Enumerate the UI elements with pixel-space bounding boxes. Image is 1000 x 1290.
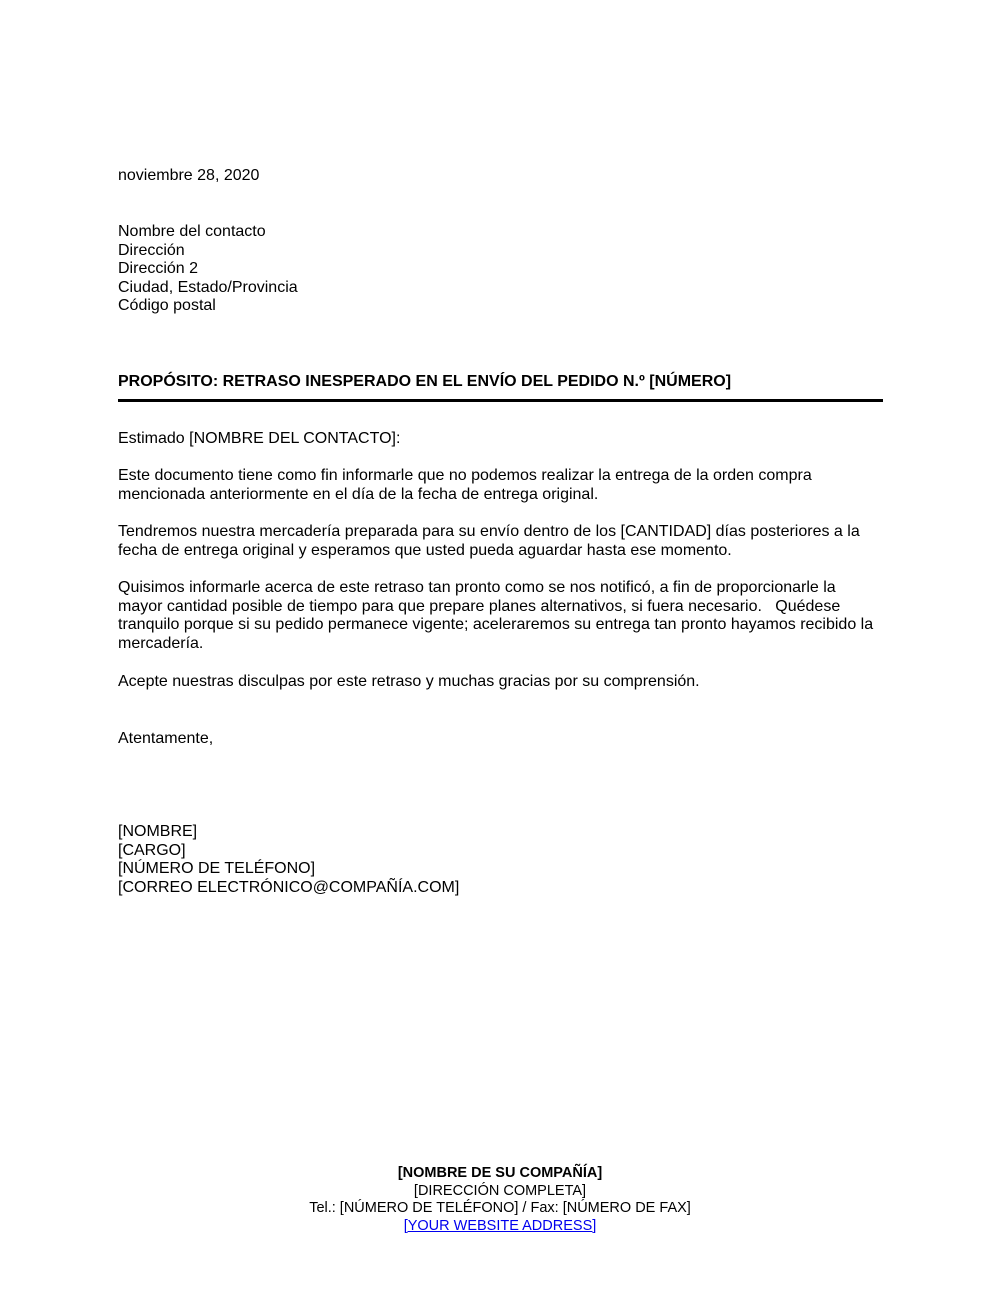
subject-heading: PROPÓSITO: RETRASO INESPERADO EN EL ENVÍO DEL PEDIDO N.º [NÚMERO] xyxy=(118,373,732,390)
body-paragraph-2: Tendremos nuestra mercadería preparada para su envío dentro de los [CANTIDAD] días posteriores a la fecha de entrega original y esperamos que usted pueda aguardar hasta ese momento. xyxy=(118,523,860,559)
body-paragraph-3: Quisimos informarle acerca de este retraso tan pronto como se nos notificó, a fin de proporcionarle la mayor cantidad posible de tiempo para que prepare planes alternativos, si fuera necesario. Quédese tranquilo porque si su pedido permanece vigente; aceleraremos su entrega tan pronto hayamos recibido la mercadería. xyxy=(118,579,878,652)
footer-company-name: [NOMBRE DE SU COMPAÑÍA] xyxy=(397,1165,603,1181)
signature-name: [NOMBRE] xyxy=(118,823,198,840)
footer-website-link[interactable]: [YOUR WEBSITE ADDRESS] xyxy=(403,1217,597,1234)
body-paragraph-1: Este documento tiene como fin informarle que no podemos realizar la entrega de la orden compra mencionada anteriormente en el día de la fecha de entrega original. xyxy=(118,467,812,503)
subject-divider xyxy=(118,399,883,402)
date-text: noviembre 28, 2020 xyxy=(118,167,260,184)
body-paragraph-4: Acepte nuestras disculpas por este retraso y muchas gracias por su comprensión. xyxy=(118,673,700,690)
recipient-address-block xyxy=(118,223,882,316)
closing: Atentamente, xyxy=(118,730,214,747)
footer-contact: Tel.: [NÚMERO DE TELÉFONO] / Fax: [NÚMERO DE FAX] xyxy=(309,1200,691,1216)
letter-date xyxy=(118,167,882,186)
recipient-address-line-1: Dirección xyxy=(118,241,185,259)
signature-email: [CORREO ELECTRÓNICO@COMPAÑÍA.COM] xyxy=(118,878,460,896)
recipient-city-state: Ciudad, Estado/Provincia xyxy=(118,278,298,296)
footer-address: [DIRECCIÓN COMPLETA] xyxy=(413,1182,587,1199)
letterhead-footer xyxy=(0,1165,1000,1235)
salutation: Estimado [NOMBRE DEL CONTACTO]: xyxy=(118,430,401,447)
signature-phone: [NÚMERO DE TELÉFONO] xyxy=(118,860,316,878)
signature-title: [CARGO] xyxy=(118,841,186,859)
recipient-name: Nombre del contacto xyxy=(118,223,266,240)
recipient-postal-code: Código postal xyxy=(118,297,216,315)
recipient-address-line-2: Dirección 2 xyxy=(118,260,199,278)
signature-block xyxy=(118,823,882,897)
